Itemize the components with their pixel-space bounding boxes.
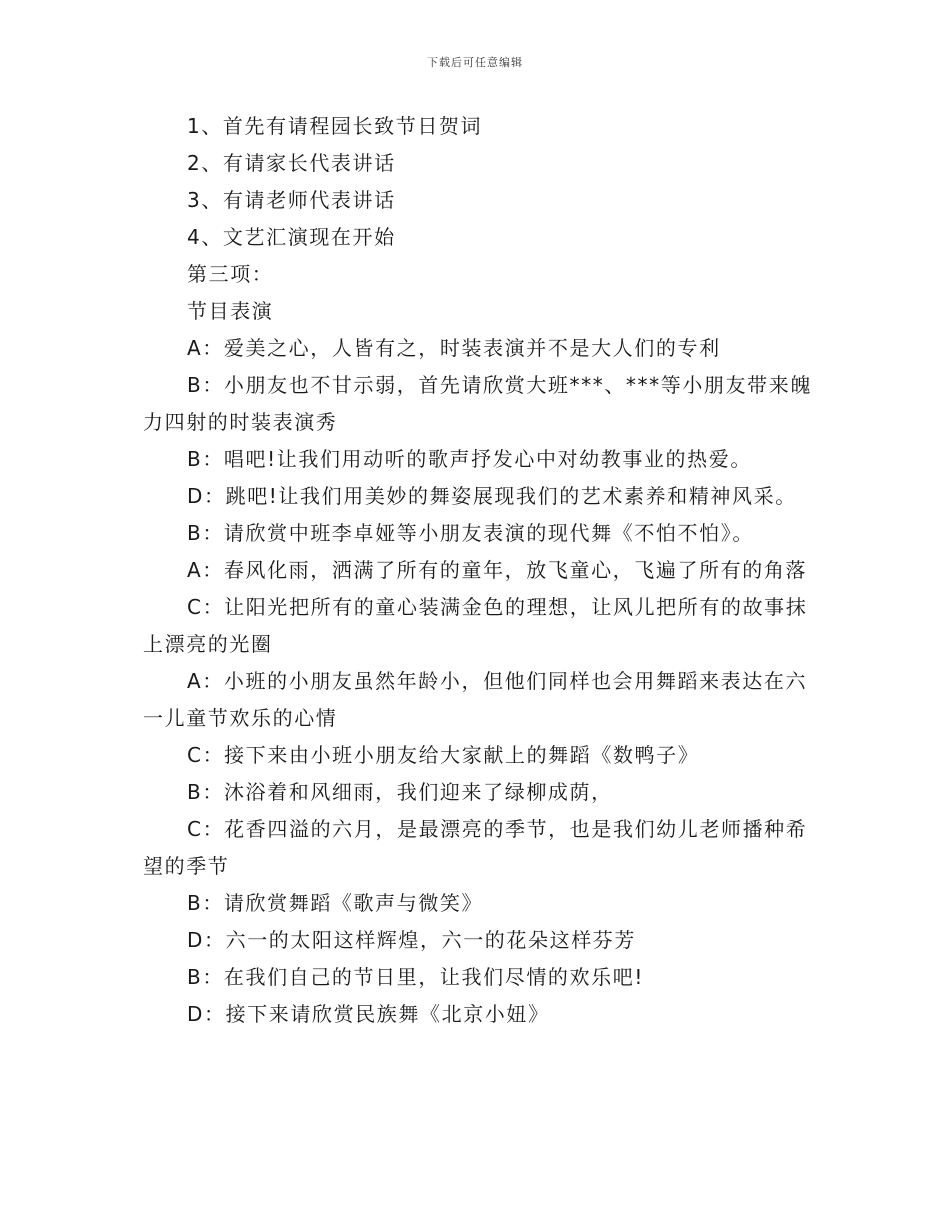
section-heading: 第三项： bbox=[187, 262, 274, 286]
paragraph: 1、首先有请程园长致节日贺词 bbox=[187, 114, 483, 138]
paragraph: B：请欣赏中班李卓娅等小朋友表演的现代舞《不怕不怕》。 bbox=[187, 521, 754, 545]
paragraph: C：花香四溢的六月，是最漂亮的季节，也是我们幼儿老师播种希望的季节 bbox=[143, 817, 808, 878]
page-header: 下载后可任意编辑 bbox=[427, 56, 523, 69]
paragraph: 4、文艺汇演现在开始 bbox=[187, 225, 396, 249]
paragraph: B：在我们自己的节日里，让我们尽情的欢乐吧! bbox=[187, 965, 644, 989]
paragraph: A：小班的小朋友虽然年龄小，但他们同样也会用舞蹈来表达在六一儿童节欢乐的心情 bbox=[143, 669, 808, 730]
document-body bbox=[143, 108, 823, 1033]
paragraph: B：小朋友也不甘示弱，首先请欣赏大班***、***等小朋友带来魄力四射的时装表演秀 bbox=[143, 373, 812, 434]
paragraph: 2、有请家长代表讲话 bbox=[187, 151, 396, 175]
paragraph: C：接下来由小班小朋友给大家献上的舞蹈《数鸭子》 bbox=[187, 743, 700, 767]
paragraph: D：接下来请欣赏民族舞《北京小妞》 bbox=[187, 1002, 550, 1026]
paragraph: B：请欣赏舞蹈《歌声与微笑》 bbox=[187, 891, 484, 915]
paragraph: B：沐浴着和风细雨，我们迎来了绿柳成荫， bbox=[187, 780, 613, 804]
paragraph: 3、有请老师代表讲话 bbox=[187, 188, 396, 212]
paragraph: A：春风化雨，洒满了所有的童年，放飞童心，飞遍了所有的角落 bbox=[187, 558, 808, 582]
paragraph: D：六一的太阳这样辉煌，六一的花朵这样芬芳 bbox=[187, 928, 636, 952]
paragraph: B：唱吧!让我们用动听的歌声抒发心中对幼教事业的热爱。 bbox=[187, 447, 752, 471]
paragraph: A：爱美之心，人皆有之，时装表演并不是大人们的专利 bbox=[187, 336, 721, 360]
paragraph: D：跳吧!让我们用美妙的舞姿展现我们的艺术素养和精神风采。 bbox=[187, 484, 797, 508]
section-title: 节目表演 bbox=[187, 299, 274, 323]
paragraph: C：让阳光把所有的童心装满金色的理想，让风儿把所有的故事抹上漂亮的光圈 bbox=[143, 595, 808, 656]
